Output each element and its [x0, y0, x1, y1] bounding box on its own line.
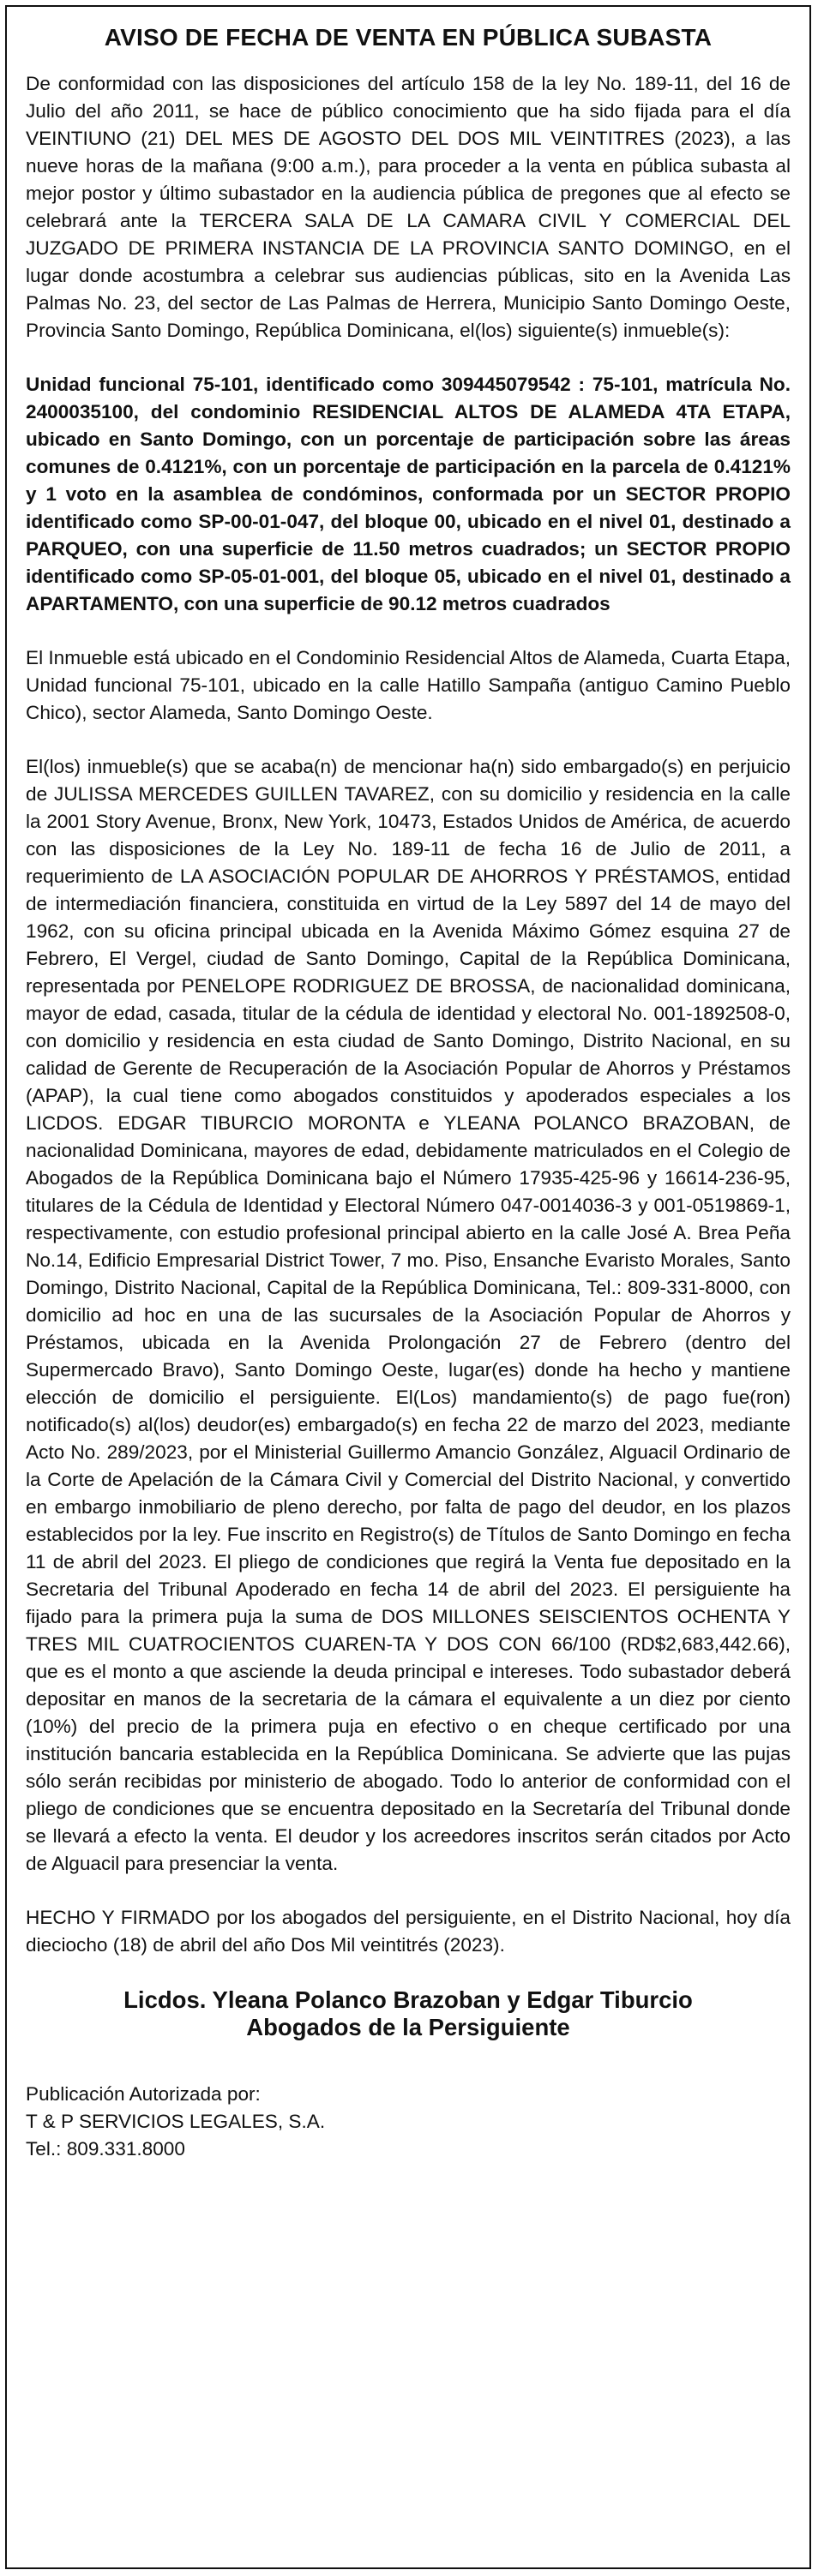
- publication-phone: Tel.: 809.331.8000: [26, 2138, 185, 2160]
- signed-statement: HECHO Y FIRMADO por los abogados del persiguiente, en el Distrito Nacional, hoy día dieciocho (18) de abril del año Dos Mil veintitrés (2023).: [26, 1907, 791, 1956]
- publication-label: Publicación Autorizada por:: [26, 2083, 261, 2105]
- property-description: Unidad funcional 75-101, identificado como 309445079542 : 75-101, matrícula No. 2400035100, del condominio RESIDENCIAL ALTOS DE ALAMEDA 4TA ETAPA, ubicado en Santo Domingo, con un porcentaje de participación sobre las áreas comunes de 0.4121%, con un porcentaje de participación en la parcela de 0.4121% y 1 voto en la asamblea de condóminos, conformada por un SECTOR PROPIO identificado como SP-00-01-047, del bloque 00, ubicado en el nivel 01, destinado a PARQUEO, con una superficie de 11.50 metros cuadrados; un SECTOR PROPIO identificado como SP-05-01-001, del bloque 05, ubicado en el nivel 01, destinado a APARTAMENTO, con una superficie de 90.12 metros cuadrados: [26, 374, 791, 614]
- publication-company: T & P SERVICIOS LEGALES, S.A.: [26, 2111, 326, 2132]
- signature-names: Licdos. Yleana Polanco Brazoban y Edgar Tiburcio: [123, 1986, 693, 2013]
- publication-credit: [26, 2081, 791, 2163]
- notice-title: AVISO DE FECHA DE VENTA EN PÚBLICA SUBASTA: [104, 24, 713, 51]
- signature-role: Abogados de la Persiguiente: [246, 2014, 570, 2040]
- intro-paragraph: De conformidad con las disposiciones del artículo 158 de la ley No. 189-11, del 16 de Julio del año 2011, se hace de público conocimiento que ha sido fijada para el día VEINTIUNO (21) DEL MES DE AGOSTO DEL DOS MIL VEINTITRES (2023), a las nueve horas de la mañana (9:00 a.m.), para proceder a la venta en pública subasta al mejor postor y último subastador en la audiencia pública de pregones que al efecto se celebrará ante la TERCERA SALA DE LA CAMARA CIVIL Y COMERCIAL DEL JUZGADO DE PRIMERA INSTANCIA DE LA PROVINCIA SANTO DOMINGO, en el lugar donde acostumbra a celebrar sus audiencias públicas, sito en la Avenida Las Palmas No. 23, del sector de Las Palmas de Herrera, Municipio Santo Domingo Oeste, Provincia Santo Domingo, República Dominicana, el(los) siguiente(s) inmueble(s):: [26, 73, 791, 341]
- legal-notice: [5, 5, 811, 2569]
- property-location: El Inmueble está ubicado en el Condominio Residencial Altos de Alameda, Cuarta Etapa, Unidad funcional 75-101, ubicado en la calle Hatillo Sampaña (antiguo Camino Pueblo Chico), sector Alameda, Santo Domingo Oeste.: [26, 647, 791, 723]
- seizure-details: El(los) inmueble(s) que se acaba(n) de mencionar ha(n) sido embargado(s) en perjuicio de JULISSA MERCEDES GUILLEN TAVAREZ, con su domicilio y residencia en la calle la 2001 Story Avenue, Bronx, New York, 10473, Estados Unidos de América, de acuerdo con las disposiciones de la Ley No. 189-11 de fecha 16 de Julio de 2011, a requerimiento de LA ASOCIACIÓN POPULAR DE AHORROS Y PRÉSTAMOS, entidad de intermediación financiera, constituida en virtud de la Ley 5897 del 14 de mayo del 1962, con su oficina principal ubicada en la Avenida Máximo Gómez esquina 27 de Febrero, El Vergel, ciudad de Santo Domingo, Capital de la República Dominicana, representada por PENELOPE RODRIGUEZ DE BROSSA, de nacionalidad dominicana, mayor de edad, casada, titular de la cédula de identidad y electoral No. 001-1892508-0, con domicilio y residencia en esta ciudad de Santo Domingo, Distrito Nacional, en su calidad de Gerente de Recuperación de la Asociación Popular de Ahorros y Préstamos (APAP), la cual tiene como abogados constituidos y apoderados especiales a los LICDOS. EDGAR TIBURCIO MORONTA e YLEANA POLANCO BRAZOBAN, de nacionalidad Dominicana, mayores de edad, debidamente matriculados en el Colegio de Abogados de la República Dominicana bajo el Número 17935-425-96 y 16614-236-95, titulares de la Cédula de Identidad y Electoral Número 047-0014036-3 y 001-0519869-1, respectivamente, con estudio profesional principal abierto en la calle José A. Brea Peña No.14, Edificio Empresarial District Tower, 7 mo. Piso, Ensanche Evaristo Morales, Santo Domingo, Distrito Nacional, Capital de la República Dominicana, Tel.: 809-331-8000, con domicilio ad hoc en una de las sucursales de la Asociación Popular de Ahorros y Préstamos, ubicada en la Avenida Prolongación 27 de Febrero (dentro del Supermercado Bravo), Santo Domingo Oeste, lugar(es) donde ha hecho y mantiene elección de domicilio el persiguiente. El(Los) mandamiento(s) de pago fue(ron) notificado(s) al(los) deudor(es) embargado(s) en fecha 22 de marzo del 2023, mediante Acto No. 289/2023, por el Ministerial Guillermo Amancio González, Alguacil Ordinario de la Corte de Apelación de la Cámara Civil y Comercial del Distrito Nacional, y convertido en embargo inmobiliario de pleno derecho, por falta de pago del deudor, en los plazos establecidos por la ley. Fue inscrito en Registro(s) de Títulos de Santo Domingo en fecha 11 de abril del 2023. El pliego de condiciones que regirá la Venta fue depositado en la Secretaria del Tribunal Apoderado en fecha 14 de abril del 2023. El persiguiente ha fijado para la primera puja la suma de DOS MILLONES SEISCIENTOS OCHENTA Y TRES MIL CUATROCIENTOS CUAREN-TA Y DOS CON 66/100 (RD$2,683,442.66), que es el monto a que asciende la deuda principal e intereses. Todo subastador deberá depositar en manos de la secretaria de la cámara el equivalente a un diez por ciento (10%) del precio de la primera puja en efectivo o en cheque certificado por una institución bancaria establecida en la República Dominicana. Se advierte que las pujas sólo serán recibidas por ministerio de abogado. Todo lo anterior de conformidad con el pliego de condiciones que se encuentra depositado en la Secretaría del Tribunal donde se llevará a efecto la venta. El deudor y los acreedores inscritos serán citados por Acto de Alguacil para presenciar la venta.: [26, 756, 791, 1874]
- signature-block: [26, 1986, 791, 2041]
